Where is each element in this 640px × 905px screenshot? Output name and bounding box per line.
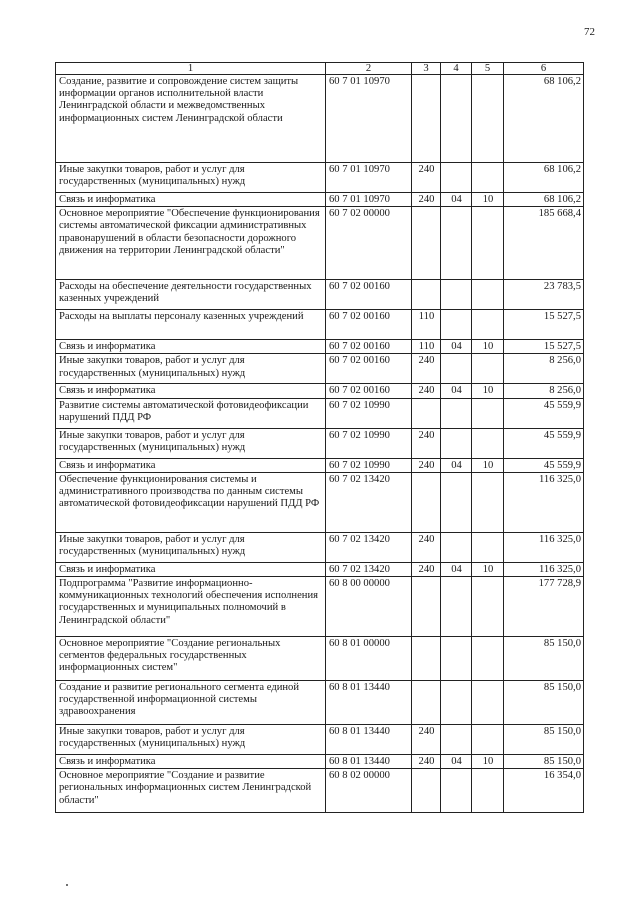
budget-table	[55, 62, 584, 813]
table-row	[56, 577, 584, 637]
row-amount-cell: 15 527,5	[504, 310, 584, 340]
row-amount-cell: 8 256,0	[504, 384, 584, 398]
row-amount-cell: 16 354,0	[504, 769, 584, 813]
row-col3-cell	[412, 769, 441, 813]
row-col3-cell: 110	[412, 340, 441, 354]
row-code-cell: 60 7 02 00160	[326, 384, 412, 398]
row-col3-cell: 240	[412, 755, 441, 769]
scan-speck	[66, 884, 68, 886]
table-row	[56, 310, 584, 340]
row-amount-cell: 45 559,9	[504, 458, 584, 472]
row-amount-cell: 85 150,0	[504, 725, 584, 755]
row-name-cell: Иные закупки товаров, работ и услуг для государственных (муниципальных) нужд	[56, 428, 326, 458]
row-code-cell: 60 7 01 10970	[326, 163, 412, 193]
row-col3-cell	[412, 681, 441, 725]
header-col-1: 1	[56, 63, 326, 75]
row-code-cell: 60 7 01 10970	[326, 75, 412, 163]
row-code-cell: 60 7 02 00160	[326, 280, 412, 310]
row-name-cell: Иные закупки товаров, работ и услуг для государственных (муниципальных) нужд	[56, 163, 326, 193]
row-amount-cell: 68 106,2	[504, 193, 584, 207]
row-col5-cell	[472, 75, 504, 163]
row-col3-cell: 240	[412, 725, 441, 755]
row-col3-cell: 240	[412, 163, 441, 193]
row-col3-cell: 240	[412, 354, 441, 384]
table-row	[56, 472, 584, 532]
row-name-cell: Связь и информатика	[56, 384, 326, 398]
row-col5-cell	[472, 472, 504, 532]
row-name-cell: Связь и информатика	[56, 340, 326, 354]
row-col3-cell: 110	[412, 310, 441, 340]
row-col5-cell	[472, 532, 504, 562]
row-col4-cell	[441, 354, 472, 384]
row-name-cell: Иные закупки товаров, работ и услуг для государственных (муниципальных) нужд	[56, 532, 326, 562]
header-col-4: 4	[441, 63, 472, 75]
row-name-cell: Связь и информатика	[56, 755, 326, 769]
row-col4-cell	[441, 769, 472, 813]
table-row	[56, 280, 584, 310]
row-col5-cell: 10	[472, 340, 504, 354]
table-row	[56, 354, 584, 384]
row-col3-cell: 240	[412, 193, 441, 207]
row-col5-cell	[472, 310, 504, 340]
row-amount-cell: 116 325,0	[504, 532, 584, 562]
row-amount-cell: 85 150,0	[504, 681, 584, 725]
row-col5-cell: 10	[472, 384, 504, 398]
row-amount-cell: 45 559,9	[504, 398, 584, 428]
row-col5-cell	[472, 398, 504, 428]
row-amount-cell: 15 527,5	[504, 340, 584, 354]
row-code-cell: 60 8 01 13440	[326, 725, 412, 755]
row-name-cell: Основное мероприятие "Создание и развитие региональных информационных систем Ленинградской области"	[56, 769, 326, 813]
row-col5-cell	[472, 681, 504, 725]
row-amount-cell: 85 150,0	[504, 637, 584, 681]
page-number: 72	[584, 26, 595, 38]
row-name-cell: Связь и информатика	[56, 193, 326, 207]
header-col-3: 3	[412, 63, 441, 75]
row-amount-cell: 45 559,9	[504, 428, 584, 458]
row-amount-cell: 116 325,0	[504, 562, 584, 576]
row-name-cell: Подпрограмма "Развитие информационно-коммуникационных технологий обеспечения исполнения государственных и муниципальных полномочий в Ленинградской области"	[56, 577, 326, 637]
row-name-cell: Обеспечение функционирования системы и административного производства по данным системы автоматической фотовидеофиксации нарушений ПДД РФ	[56, 472, 326, 532]
row-col5-cell	[472, 354, 504, 384]
table-row	[56, 398, 584, 428]
row-col5-cell	[472, 428, 504, 458]
row-name-cell: Основное мероприятие "Обеспечение функционирования системы автоматической фиксации административных правонарушений в области безопасности дорожного движения на территории Ленинградской области"	[56, 207, 326, 280]
row-name-cell: Создание, развитие и сопровождение систем защиты информации органов исполнительной власти Ленинградской области и межведомственных информационных систем Ленинградской области	[56, 75, 326, 163]
header-col-6: 6	[504, 63, 584, 75]
row-col4-cell	[441, 280, 472, 310]
row-name-cell: Связь и информатика	[56, 458, 326, 472]
row-code-cell: 60 7 02 10990	[326, 398, 412, 428]
row-col4-cell	[441, 472, 472, 532]
row-amount-cell: 68 106,2	[504, 163, 584, 193]
row-code-cell: 60 8 01 13440	[326, 755, 412, 769]
row-amount-cell: 85 150,0	[504, 755, 584, 769]
table-row	[56, 532, 584, 562]
table-row	[56, 207, 584, 280]
header-col-2: 2	[326, 63, 412, 75]
row-amount-cell: 116 325,0	[504, 472, 584, 532]
row-code-cell: 60 7 02 10990	[326, 458, 412, 472]
row-col3-cell	[412, 637, 441, 681]
row-col4-cell	[441, 398, 472, 428]
row-code-cell: 60 7 02 00160	[326, 340, 412, 354]
row-name-cell: Основное мероприятие "Создание региональных сегментов федеральных государственных информационных систем"	[56, 637, 326, 681]
row-name-cell: Создание и развитие регионального сегмента единой государственной информационной системы здравоохранения	[56, 681, 326, 725]
row-col5-cell	[472, 207, 504, 280]
row-col5-cell: 10	[472, 755, 504, 769]
row-code-cell: 60 8 00 00000	[326, 577, 412, 637]
row-col4-cell: 04	[441, 458, 472, 472]
table-row	[56, 725, 584, 755]
row-code-cell: 60 7 02 00160	[326, 310, 412, 340]
row-code-cell: 60 7 02 00000	[326, 207, 412, 280]
table-row	[56, 384, 584, 398]
row-col4-cell	[441, 577, 472, 637]
row-col5-cell	[472, 725, 504, 755]
row-col4-cell	[441, 75, 472, 163]
row-col4-cell	[441, 532, 472, 562]
row-col4-cell	[441, 725, 472, 755]
row-col4-cell: 04	[441, 384, 472, 398]
row-code-cell: 60 8 01 00000	[326, 637, 412, 681]
table-row	[56, 458, 584, 472]
row-code-cell: 60 8 02 00000	[326, 769, 412, 813]
row-col5-cell: 10	[472, 458, 504, 472]
row-col4-cell	[441, 637, 472, 681]
row-col5-cell	[472, 577, 504, 637]
row-col4-cell	[441, 428, 472, 458]
row-col3-cell	[412, 207, 441, 280]
row-amount-cell: 185 668,4	[504, 207, 584, 280]
row-code-cell: 60 7 02 10990	[326, 428, 412, 458]
row-col4-cell	[441, 163, 472, 193]
row-name-cell: Связь и информатика	[56, 562, 326, 576]
row-col4-cell: 04	[441, 193, 472, 207]
row-col4-cell	[441, 681, 472, 725]
row-name-cell: Иные закупки товаров, работ и услуг для государственных (муниципальных) нужд	[56, 725, 326, 755]
row-col4-cell	[441, 310, 472, 340]
row-amount-cell: 68 106,2	[504, 75, 584, 163]
row-col3-cell	[412, 398, 441, 428]
row-col5-cell	[472, 769, 504, 813]
row-col3-cell	[412, 280, 441, 310]
table-row	[56, 562, 584, 576]
row-col3-cell	[412, 75, 441, 163]
table-row	[56, 769, 584, 813]
row-col3-cell: 240	[412, 384, 441, 398]
row-amount-cell: 8 256,0	[504, 354, 584, 384]
row-code-cell: 60 8 01 13440	[326, 681, 412, 725]
header-col-5: 5	[472, 63, 504, 75]
row-col5-cell	[472, 163, 504, 193]
row-name-cell: Расходы на выплаты персоналу казенных учреждений	[56, 310, 326, 340]
table-row	[56, 193, 584, 207]
row-amount-cell: 23 783,5	[504, 280, 584, 310]
row-col3-cell: 240	[412, 562, 441, 576]
row-col3-cell	[412, 472, 441, 532]
row-col5-cell	[472, 280, 504, 310]
table-row	[56, 755, 584, 769]
row-col4-cell: 04	[441, 562, 472, 576]
row-col5-cell: 10	[472, 562, 504, 576]
row-name-cell: Расходы на обеспечение деятельности государственных казенных учреждений	[56, 280, 326, 310]
table-row	[56, 681, 584, 725]
row-col4-cell: 04	[441, 340, 472, 354]
row-col5-cell: 10	[472, 193, 504, 207]
row-col3-cell: 240	[412, 532, 441, 562]
row-code-cell: 60 7 02 13420	[326, 562, 412, 576]
row-name-cell: Иные закупки товаров, работ и услуг для государственных (муниципальных) нужд	[56, 354, 326, 384]
row-col5-cell	[472, 637, 504, 681]
row-code-cell: 60 7 01 10970	[326, 193, 412, 207]
table-row	[56, 428, 584, 458]
row-code-cell: 60 7 02 13420	[326, 472, 412, 532]
table-row	[56, 163, 584, 193]
table-row	[56, 75, 584, 163]
row-code-cell: 60 7 02 00160	[326, 354, 412, 384]
row-col3-cell	[412, 577, 441, 637]
table-row	[56, 637, 584, 681]
table-row	[56, 340, 584, 354]
header-row	[56, 63, 584, 75]
row-code-cell: 60 7 02 13420	[326, 532, 412, 562]
row-amount-cell: 177 728,9	[504, 577, 584, 637]
row-col3-cell: 240	[412, 428, 441, 458]
row-col4-cell	[441, 207, 472, 280]
row-name-cell: Развитие системы автоматической фотовидеофиксации нарушений ПДД РФ	[56, 398, 326, 428]
row-col4-cell: 04	[441, 755, 472, 769]
row-col3-cell: 240	[412, 458, 441, 472]
